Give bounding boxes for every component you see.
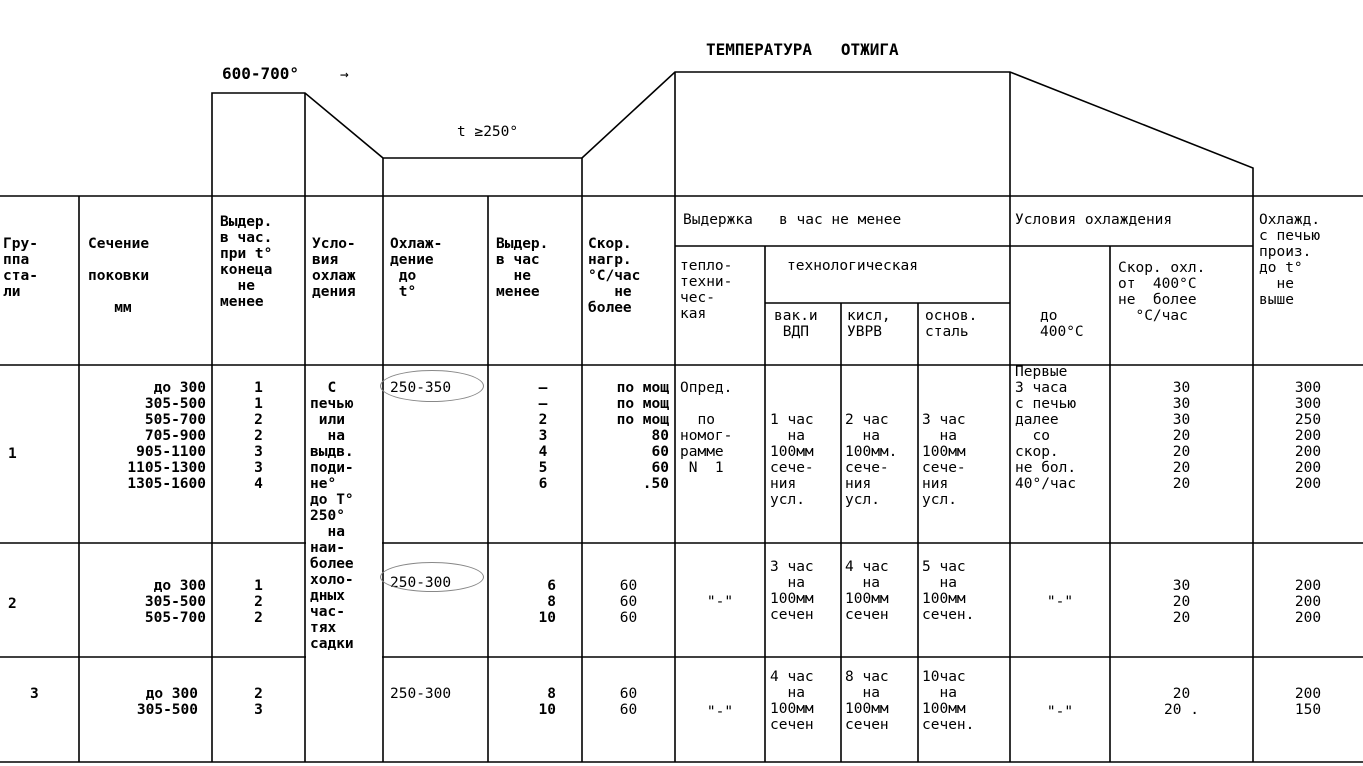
group-2-cool-to: 250-300 — [390, 575, 452, 591]
cool-conditions: С печью или на выдв. поди- не° до Т° 250° на наи- более холо- дных час- тях садки — [310, 380, 354, 652]
header-rate400: Скор. охл. от 400°С не более °С/час — [1118, 260, 1206, 324]
group-2-final: 200 200 200 — [1294, 578, 1322, 626]
group-2-rate: 30 20 20 — [1172, 578, 1191, 626]
header-kisl: кисл, УВРВ — [847, 308, 891, 340]
group-1-to400: Первые 3 часа с печью далее со скор. не бол. 40°/час — [1015, 364, 1077, 492]
header-group: Гру- ппа ста- ли — [3, 236, 38, 300]
header-cool-to: Охлаж- дение до t° — [390, 236, 443, 300]
group-2-kisl: 4 час на 100мм сечен — [845, 559, 889, 623]
group-3-cool-to: 250-300 — [390, 686, 452, 702]
group-3-osnov: 10час на 100мм сечен. — [922, 669, 975, 733]
header-to400: до 400°С — [1040, 308, 1084, 340]
group-1-heat: по мощ по мощ по мощ 80 60 60 .50 — [616, 380, 669, 492]
group-1-kisl: 2 час на 100мм. сече- ния усл. — [845, 412, 898, 508]
group-1-id: 1 — [8, 446, 17, 462]
group-3-vak: 4 час на 100мм сечен — [770, 669, 814, 733]
group-1-vak: 1 час на 100мм сече- ния усл. — [770, 412, 814, 508]
group-3-final: 200 150 — [1294, 686, 1322, 718]
group-2-to400: "-" — [1046, 594, 1074, 610]
handwritten-circle — [380, 562, 484, 592]
group-2-id: 2 — [8, 596, 17, 612]
header-cool-group: Условия охлаждения — [1015, 212, 1173, 228]
group-2-hold2: 6 8 10 — [538, 578, 556, 626]
header-osnov: основ. сталь — [925, 308, 978, 340]
group-1-sections: до 300 305-500 505-700 705-900 905-1100 1105-1300 1305-1600 — [127, 380, 206, 492]
diagram-title: ТЕМПЕРАТУРА ОТЖИГА — [706, 40, 899, 59]
group-3-hold2: 8 10 — [538, 686, 556, 718]
header-final: Охлажд. с печью произ. до t° не выше — [1259, 212, 1321, 308]
group-3-to400: "-" — [1046, 704, 1074, 720]
group-2-vak: 3 час на 100мм сечен — [770, 559, 814, 623]
header-section: Сечение поковки мм — [88, 236, 150, 316]
arrow-icon: → — [340, 67, 349, 83]
header-thermo: тепло- техни- чес- кая — [680, 258, 733, 322]
header-cool-cond: Усло- вия охлаж дения — [312, 236, 356, 300]
anneal-temperature-diagram — [212, 72, 1253, 196]
group-1-thermo: Опред. по номог- рамме N 1 — [680, 380, 733, 476]
group-1-hold2: – – 2 3 4 5 6 — [538, 380, 548, 492]
header-hold2: Выдер. в час не менее — [496, 236, 549, 300]
header-heat-rate: Скор. нагр. °С/час не более — [588, 236, 641, 316]
group-1-rate: 30 30 30 20 20 20 20 — [1172, 380, 1191, 492]
range-600-700: 600-700° — [222, 64, 300, 83]
t-250-label: t ≥250° — [457, 124, 519, 140]
handwritten-circle — [380, 370, 484, 402]
group-2-hold: 1 2 2 — [254, 578, 263, 626]
group-2-sections: до 300 305-500 505-700 — [144, 578, 206, 626]
group-1-osnov: 3 час на 100мм сече- ния усл. — [922, 412, 966, 508]
group-3-sections: до 300 305-500 — [136, 686, 198, 718]
header-tech: технологическая — [787, 258, 918, 274]
group-2-thermo: "-" — [706, 594, 734, 610]
group-3-heat: 60 60 — [619, 686, 638, 718]
group-3-thermo: "-" — [706, 704, 734, 720]
header-hold: Выдер. в час. при t° конеца не менее — [220, 214, 273, 310]
header-vak: вак.и ВДП — [774, 308, 818, 340]
group-3-kisl: 8 час на 100мм сечен — [845, 669, 889, 733]
group-1-final: 300 300 250 200 200 200 200 — [1294, 380, 1322, 492]
group-2-osnov: 5 час на 100мм сечен. — [922, 559, 975, 623]
group-3-id: 3 — [30, 686, 39, 702]
group-3-rate: 20 20 . — [1164, 686, 1199, 718]
group-1-hold: 1 1 2 2 3 3 4 — [254, 380, 263, 492]
group-3-hold: 2 3 — [254, 686, 263, 718]
header-hold-group: Выдержка в час не менее — [683, 212, 902, 228]
group-1-cool-to: 250-350 — [390, 380, 452, 396]
group-2-heat: 60 60 60 — [619, 578, 638, 626]
